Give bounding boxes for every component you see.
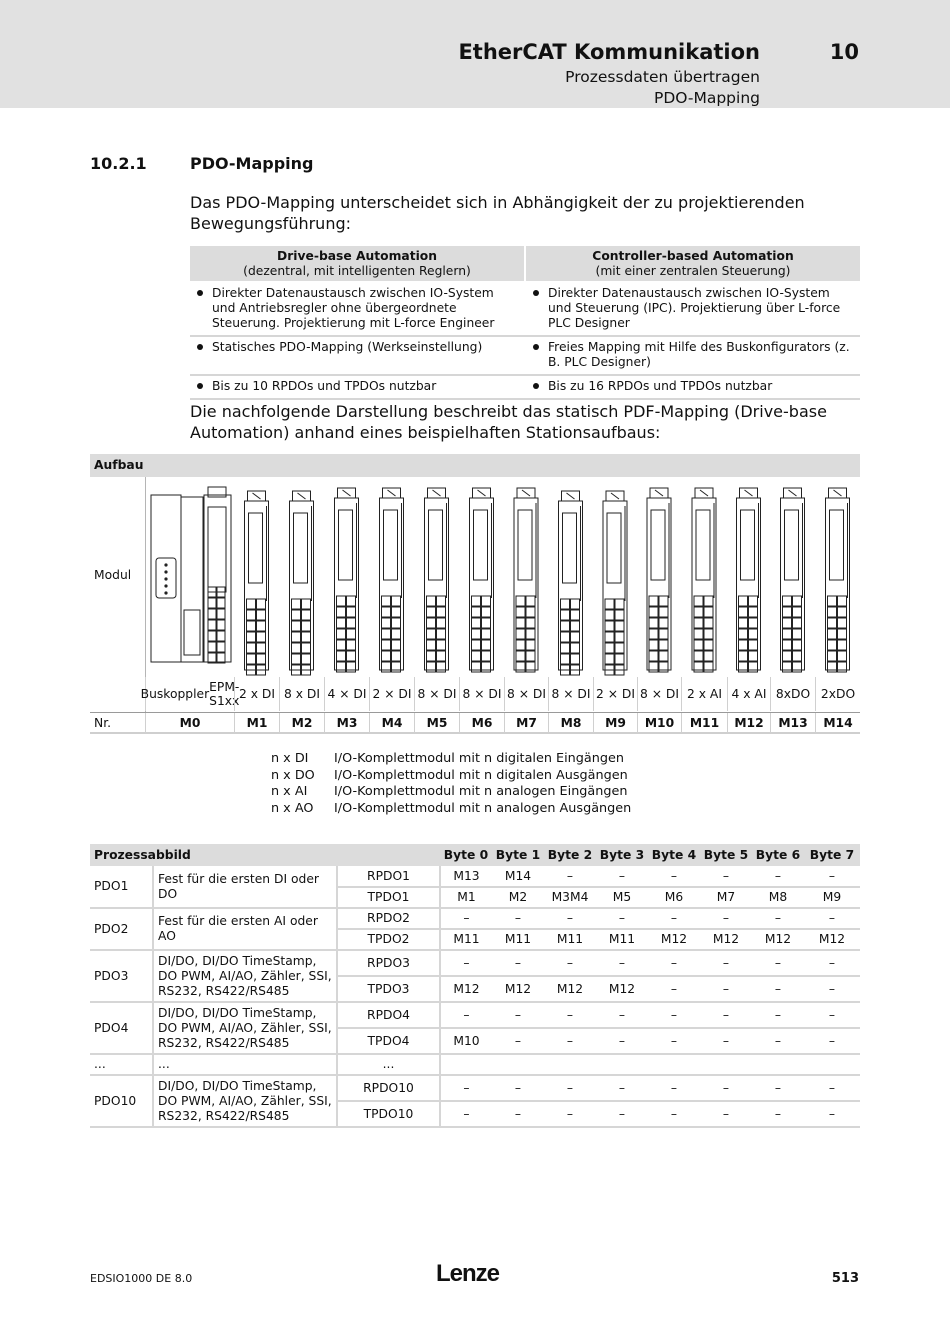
byte-value: M12 <box>440 976 492 1002</box>
byte-value: M13 <box>440 866 492 887</box>
pdo-row <box>90 866 860 887</box>
byte-value: M12 <box>544 976 596 1002</box>
byte-value: M12 <box>492 976 544 1002</box>
pdo-name: PDO1 <box>90 866 153 908</box>
byte-value: – <box>700 1002 752 1028</box>
byte-value <box>804 1054 860 1075</box>
byte-value: M11 <box>596 929 648 950</box>
comparison-table <box>190 246 860 400</box>
module-name: 8 × DI <box>504 677 548 711</box>
pdo-row <box>90 908 860 929</box>
byte-value: – <box>596 908 648 929</box>
byte-value: – <box>700 1028 752 1054</box>
byte-value: – <box>440 1101 492 1127</box>
nr-label: Nr. <box>94 716 112 730</box>
byte-value: – <box>544 1101 596 1127</box>
byte-value: – <box>544 1028 596 1054</box>
comparison-header-controller-based: Controller-based Automation (mit einer zentralen Steuerung) <box>525 246 860 282</box>
pdo-row <box>90 1075 860 1101</box>
byte-value: – <box>596 1002 648 1028</box>
byte-value: M2 <box>492 887 544 908</box>
byte-value: – <box>752 1101 804 1127</box>
byte-value: – <box>544 1075 596 1101</box>
io-module-drawing <box>603 491 627 675</box>
module-name: 2 x AI <box>681 677 727 711</box>
byte-value: – <box>492 950 544 976</box>
module-number: M0 <box>145 713 234 733</box>
pdo-description: DI/DO, DI/DO TimeStamp, DO PWM, AI/AO, Zähler, SSI, RS232, RS422/RS485 <box>153 950 337 1002</box>
module-number: M6 <box>459 713 504 733</box>
pdo-name: PDO10 <box>90 1075 153 1127</box>
controller-based-item: Direkter Datenaustausch zwischen IO-System und Steuerung (IPC). Projektierung über L-force PLC Designer <box>525 282 860 336</box>
byte-value: – <box>544 908 596 929</box>
byte-value: – <box>648 1028 700 1054</box>
module-name: 8 × DI <box>414 677 459 711</box>
module-name: 2 x DI <box>234 677 279 711</box>
byte-value: – <box>544 866 596 887</box>
byte-value <box>700 1054 752 1075</box>
byte-value: – <box>492 908 544 929</box>
byte-value: – <box>596 950 648 976</box>
pdo-name: ... <box>90 1054 153 1075</box>
byte-value <box>440 1054 492 1075</box>
byte-column-header: Byte 0 <box>440 844 492 866</box>
byte-value: – <box>804 908 860 929</box>
comparison-row <box>190 375 860 399</box>
byte-value: – <box>752 1002 804 1028</box>
module-number: M8 <box>548 713 593 733</box>
byte-column-header: Byte 1 <box>492 844 544 866</box>
io-module-drawing <box>245 491 269 675</box>
module-name: 8 × DI <box>548 677 593 711</box>
byte-value: – <box>648 976 700 1002</box>
byte-value: – <box>752 908 804 929</box>
byte-value: – <box>752 1075 804 1101</box>
byte-value: – <box>752 866 804 887</box>
byte-column-header: Byte 4 <box>648 844 700 866</box>
byte-value: – <box>648 1075 700 1101</box>
byte-value: – <box>492 1075 544 1101</box>
module-number: M4 <box>369 713 414 733</box>
pdo-type: RPDO3 <box>337 950 440 976</box>
byte-column-header: Byte 6 <box>752 844 804 866</box>
byte-value: – <box>544 1002 596 1028</box>
byte-value: – <box>804 1028 860 1054</box>
byte-column-header: Byte 5 <box>700 844 752 866</box>
section-title: PDO-Mapping <box>190 154 314 173</box>
module-number: M11 <box>681 713 727 733</box>
legend-abbrev: n x DI <box>271 751 309 766</box>
io-module-drawing <box>781 488 805 672</box>
chapter-number: 10 <box>829 40 859 64</box>
page-header <box>0 0 950 108</box>
pdo-description: DI/DO, DI/DO TimeStamp, DO PWM, AI/AO, Zähler, SSI, RS232, RS422/RS485 <box>153 1002 337 1054</box>
legend-description: I/O-Komplettmodul mit n analogen Eingängen <box>334 784 628 799</box>
legend-description: I/O-Komplettmodul mit n digitalen Ausgängen <box>334 767 628 783</box>
legend-abbrev: n x DO <box>271 767 315 783</box>
byte-value: – <box>804 1101 860 1127</box>
page-number: 513 <box>831 1271 859 1286</box>
byte-value: – <box>804 1002 860 1028</box>
module-name: 4 x AI <box>727 677 770 711</box>
pdo-type: TPDO1 <box>337 887 440 908</box>
controller-based-item: Bis zu 16 RPDOs und TPDOs nutzbar <box>525 375 860 399</box>
module-name: 8 x DI <box>279 677 324 711</box>
pdo-type: RPDO10 <box>337 1075 440 1101</box>
module-number: M7 <box>504 713 548 733</box>
pdo-type: TPDO10 <box>337 1101 440 1127</box>
byte-value: – <box>752 950 804 976</box>
byte-value: – <box>700 950 752 976</box>
byte-value: – <box>700 1075 752 1101</box>
io-module-drawing <box>425 488 449 672</box>
module-name: 2 × DI <box>593 677 637 711</box>
byte-value: – <box>752 976 804 1002</box>
module-number: M2 <box>279 713 324 733</box>
module-name: 8xDO <box>770 677 815 711</box>
byte-value: – <box>648 950 700 976</box>
byte-value: M11 <box>492 929 544 950</box>
module-number: M10 <box>637 713 681 733</box>
byte-value: – <box>596 1101 648 1127</box>
intro-paragraph: Das PDO-Mapping unterscheidet sich in Abhängigkeit der zu projektierenden Bewegungsführung: <box>190 193 805 233</box>
byte-value: M10 <box>440 1028 492 1054</box>
byte-value: M11 <box>440 929 492 950</box>
module-name: 8 × DI <box>637 677 681 711</box>
byte-value: – <box>544 950 596 976</box>
drive-base-item: Bis zu 10 RPDOs und TPDOs nutzbar <box>190 375 525 399</box>
io-module-drawing <box>737 488 761 672</box>
buskoppler-drawing <box>151 487 231 663</box>
modul-label: Modul <box>94 568 132 582</box>
buskoppler-type: EPM-S1xx <box>209 680 240 708</box>
byte-value: M12 <box>700 929 752 950</box>
io-module-drawing <box>470 488 494 672</box>
pdo-row <box>90 1002 860 1028</box>
module-number: M14 <box>815 713 860 733</box>
legend-row <box>271 768 631 785</box>
byte-value: M12 <box>596 976 648 1002</box>
byte-column-header: Byte 2 <box>544 844 596 866</box>
pdo-name: PDO3 <box>90 950 153 1002</box>
module-name: 8 × DI <box>459 677 504 711</box>
io-module-drawing <box>335 488 359 672</box>
pdo-type: TPDO4 <box>337 1028 440 1054</box>
byte-value: M14 <box>492 866 544 887</box>
byte-value: – <box>700 1101 752 1127</box>
byte-value: M8 <box>752 887 804 908</box>
legend-row <box>271 801 631 818</box>
comparison-row <box>190 336 860 375</box>
legend-row <box>271 784 631 801</box>
byte-value: M6 <box>648 887 700 908</box>
byte-value: – <box>804 866 860 887</box>
pdo-description: Fest für die ersten AI oder AO <box>153 908 337 950</box>
module-number: M12 <box>727 713 770 733</box>
module-number: M1 <box>234 713 279 733</box>
byte-value: – <box>700 908 752 929</box>
chapter-subtitle-2: PDO-Mapping <box>653 89 760 107</box>
pdo-type: RPDO4 <box>337 1002 440 1028</box>
chapter-subtitle: Prozessdaten übertragen <box>565 68 760 86</box>
byte-value: M12 <box>804 929 860 950</box>
description-paragraph: Die nachfolgende Darstellung beschreibt das statisch PDF-Mapping (Drive-base Automation) anhand eines beispielhaften Stationsaufbaus: <box>190 402 827 442</box>
byte-value: – <box>804 976 860 1002</box>
module-name: 4 × DI <box>324 677 369 711</box>
byte-column-header: Byte 7 <box>804 844 860 866</box>
byte-value: – <box>440 1075 492 1101</box>
process-image-header: Prozessabbild <box>90 844 440 866</box>
drive-base-item: Direkter Datenaustausch zwischen IO-System und Antriebsregler ohne übergeordnete Steuerung. Projektierung mit L-force Engineer <box>190 282 525 336</box>
byte-value: – <box>700 866 752 887</box>
document-code: EDSIO1000 DE 8.0 <box>90 1272 193 1285</box>
byte-value: M7 <box>700 887 752 908</box>
drive-base-item: Statisches PDO-Mapping (Werkseinstellung) <box>190 336 525 375</box>
io-module-drawing <box>559 491 583 675</box>
pdo-name: PDO2 <box>90 908 153 950</box>
module-name: 2xDO <box>815 677 860 711</box>
byte-value: – <box>492 1101 544 1127</box>
byte-value: M12 <box>648 929 700 950</box>
byte-value: M5 <box>596 887 648 908</box>
byte-value <box>596 1054 648 1075</box>
module-number: M5 <box>414 713 459 733</box>
legend-abbrev: n x AO <box>271 800 314 816</box>
process-image-table <box>90 844 860 1128</box>
byte-value: – <box>440 1002 492 1028</box>
legend-description: I/O-Komplettmodul mit n digitalen Eingängen <box>334 751 624 766</box>
pdo-type: TPDO2 <box>337 929 440 950</box>
module-number: M9 <box>593 713 637 733</box>
comparison-header-drive-base: Drive-base Automation (dezentral, mit intelligenten Reglern) <box>190 246 525 282</box>
pdo-type: ... <box>337 1054 440 1075</box>
byte-value: – <box>440 908 492 929</box>
byte-value: – <box>596 866 648 887</box>
byte-column-header: Byte 3 <box>596 844 648 866</box>
byte-value: M9 <box>804 887 860 908</box>
aufbau-label: Aufbau <box>94 458 144 472</box>
module-number: M13 <box>770 713 815 733</box>
module-name: 2 × DI <box>369 677 414 711</box>
io-module-drawing <box>647 488 671 672</box>
legend <box>271 751 631 817</box>
byte-value: M11 <box>544 929 596 950</box>
pdo-type: RPDO1 <box>337 866 440 887</box>
pdo-row <box>90 950 860 976</box>
pdo-type: TPDO3 <box>337 976 440 1002</box>
byte-value: – <box>804 950 860 976</box>
byte-value: – <box>492 1002 544 1028</box>
module-number: M3 <box>324 713 369 733</box>
section-number: 10.2.1 <box>90 154 147 173</box>
module-names-row <box>140 677 860 711</box>
pdo-type: RPDO2 <box>337 908 440 929</box>
buskoppler-label: Buskoppler <box>140 687 210 701</box>
byte-value: – <box>648 1002 700 1028</box>
byte-value <box>544 1054 596 1075</box>
byte-value: – <box>648 1101 700 1127</box>
aufbau-header <box>90 454 860 477</box>
pdo-description: DI/DO, DI/DO TimeStamp, DO PWM, AI/AO, Zähler, SSI, RS232, RS422/RS485 <box>153 1075 337 1127</box>
pdo-row <box>90 1054 860 1075</box>
legend-abbrev: n x AI <box>271 784 308 799</box>
byte-value: – <box>596 1028 648 1054</box>
byte-value: – <box>596 1075 648 1101</box>
comparison-row <box>190 282 860 336</box>
byte-value: – <box>492 1028 544 1054</box>
module-number-row <box>90 712 860 734</box>
io-module-drawing <box>514 488 538 672</box>
byte-value: – <box>440 950 492 976</box>
byte-value: – <box>752 1028 804 1054</box>
byte-value: – <box>648 866 700 887</box>
io-module-drawing <box>692 488 716 672</box>
byte-value: M12 <box>752 929 804 950</box>
pdo-description: Fest für die ersten DI oder DO <box>153 866 337 908</box>
chapter-title: EtherCAT Kommunikation <box>458 40 760 64</box>
io-module-drawing <box>290 491 314 675</box>
buskoppler-name <box>140 677 240 711</box>
pdo-name: PDO4 <box>90 1002 153 1054</box>
byte-value <box>492 1054 544 1075</box>
lenze-logo: Lenze <box>436 1260 500 1287</box>
controller-based-item: Freies Mapping mit Hilfe des Buskonfigurators (z. B. PLC Designer) <box>525 336 860 375</box>
byte-value: – <box>700 976 752 1002</box>
legend-row <box>271 751 631 768</box>
byte-value: M3M4 <box>544 887 596 908</box>
legend-description: I/O-Komplettmodul mit n analogen Ausgängen <box>334 800 632 816</box>
byte-value: – <box>648 908 700 929</box>
byte-value: M1 <box>440 887 492 908</box>
byte-value: – <box>804 1075 860 1101</box>
io-module-drawing <box>380 488 404 672</box>
io-module-drawing <box>826 488 850 672</box>
byte-value <box>648 1054 700 1075</box>
station-illustration <box>0 477 870 677</box>
pdo-description: ... <box>153 1054 337 1075</box>
byte-value <box>752 1054 804 1075</box>
